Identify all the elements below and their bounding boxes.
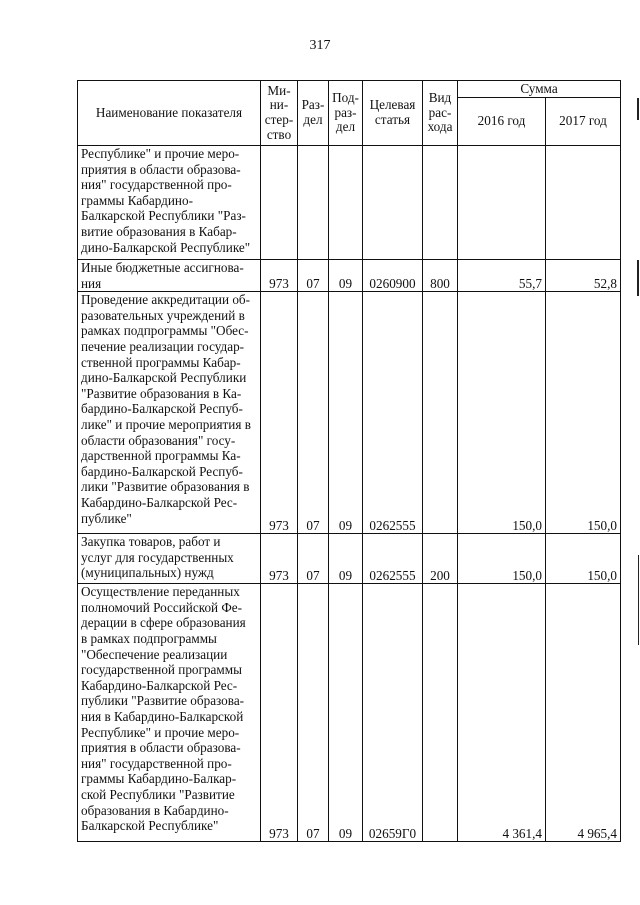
header-expense-type: Вид рас- хода bbox=[423, 81, 458, 146]
row-subsection bbox=[329, 146, 363, 260]
header-ministry: Ми- ни- стер- ство bbox=[261, 81, 298, 146]
budget-table bbox=[77, 80, 621, 842]
header-year-2016: 2016 год bbox=[458, 98, 546, 146]
row-section: 07 bbox=[298, 260, 329, 292]
row-section bbox=[298, 146, 329, 260]
table-row bbox=[78, 584, 621, 842]
row-2017: 4 965,4 bbox=[546, 584, 621, 842]
row-name: Закупка товаров, работ и услуг для государственных (муниципальных) нужд bbox=[78, 534, 261, 584]
header-name: Наименование показателя bbox=[78, 81, 261, 146]
row-type bbox=[423, 584, 458, 842]
row-name: Осуществление переданных полномочий Российской Фе- дерации в сфере образования в рамках подпрограммы "Обеспечение реализации государственной программы Кабардино-Балкарской Рес- публики "Развитие образова- ния в Кабардино-Балкарской Республике" и прочие меро- приятия в области образова- ния" государственной про- граммы Кабардино-Балкар- ской Республики "Развитие образования в Кабардино- Балкарской Республике" bbox=[78, 584, 261, 842]
row-name: Иные бюджетные ассигнова- ния bbox=[78, 260, 261, 292]
row-section: 07 bbox=[298, 584, 329, 842]
scan-edge-mark bbox=[637, 98, 639, 120]
row-type bbox=[423, 292, 458, 534]
row-name: Республике" и прочие меро- приятия в области образова- ния" государственной про- граммы Кабардино- Балкарской Республики "Раз- витие образования в Кабар- дино-Балкарской Республике" bbox=[78, 146, 261, 260]
row-type: 200 bbox=[423, 534, 458, 584]
row-ministry: 973 bbox=[261, 292, 298, 534]
row-2016: 4 361,4 bbox=[458, 584, 546, 842]
row-target: 0262555 bbox=[363, 292, 423, 534]
row-2016: 150,0 bbox=[458, 534, 546, 584]
row-type: 800 bbox=[423, 260, 458, 292]
row-subsection: 09 bbox=[329, 292, 363, 534]
row-section: 07 bbox=[298, 292, 329, 534]
scan-edge-mark bbox=[637, 260, 639, 296]
row-ministry bbox=[261, 146, 298, 260]
table-row bbox=[78, 292, 621, 534]
header-sum: Сумма bbox=[458, 81, 621, 98]
row-target bbox=[363, 146, 423, 260]
row-type bbox=[423, 146, 458, 260]
table-row bbox=[78, 146, 621, 260]
row-target: 02659Г0 bbox=[363, 584, 423, 842]
row-ministry: 973 bbox=[261, 260, 298, 292]
row-2016 bbox=[458, 146, 546, 260]
header-section: Раз- дел bbox=[298, 81, 329, 146]
row-2016: 55,7 bbox=[458, 260, 546, 292]
row-target: 0262555 bbox=[363, 534, 423, 584]
header-target-item: Целевая статья bbox=[363, 81, 423, 146]
row-subsection: 09 bbox=[329, 260, 363, 292]
row-target: 0260900 bbox=[363, 260, 423, 292]
row-2017: 52,8 bbox=[546, 260, 621, 292]
page-number: 317 bbox=[309, 38, 331, 53]
row-name: Проведение аккредитации об- разовательных учреждений в рамках подпрограммы "Обес- печение реализации государ- ственной программы Кабар- дино-Балкарской Республики "Развитие образования в Ка- бардино-Балкарской Респуб- лике" и прочие мероприятия в области образования" госу- дарственной программы Ка- бардино-Балкарской Респуб- лики "Развитие образования в Кабардино-Балкарской Рес- публике" bbox=[78, 292, 261, 534]
table-row bbox=[78, 260, 621, 292]
row-2017 bbox=[546, 146, 621, 260]
row-ministry: 973 bbox=[261, 534, 298, 584]
table-row bbox=[78, 534, 621, 584]
row-subsection: 09 bbox=[329, 534, 363, 584]
scan-edge-mark bbox=[638, 555, 639, 645]
header-year-2017: 2017 год bbox=[546, 98, 621, 146]
row-2016: 150,0 bbox=[458, 292, 546, 534]
row-ministry: 973 bbox=[261, 584, 298, 842]
row-2017: 150,0 bbox=[546, 292, 621, 534]
header-subsection: Под- раз- дел bbox=[329, 81, 363, 146]
row-subsection: 09 bbox=[329, 584, 363, 842]
row-section: 07 bbox=[298, 534, 329, 584]
row-2017: 150,0 bbox=[546, 534, 621, 584]
